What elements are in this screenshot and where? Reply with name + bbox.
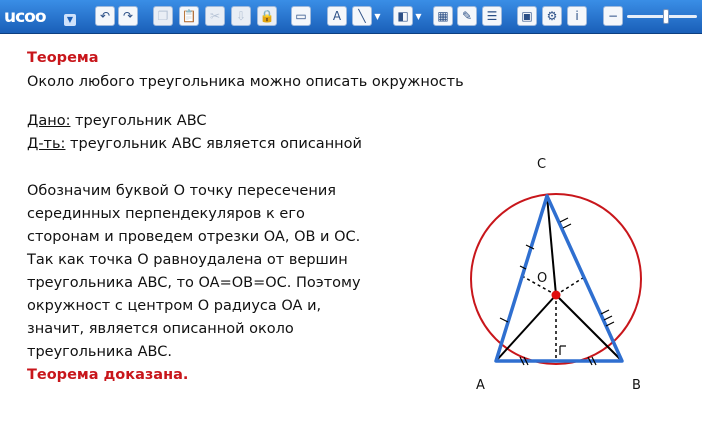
line-icon: ╲	[358, 9, 366, 23]
text-icon: A	[332, 9, 342, 23]
pencil-button[interactable]	[457, 6, 477, 26]
line-tool-button[interactable]	[352, 6, 372, 26]
export-button[interactable]	[231, 6, 251, 26]
undo-button[interactable]	[95, 6, 115, 26]
screen-icon: ▭	[295, 9, 307, 23]
given-text: треугольник ABC	[70, 113, 207, 129]
given-label: Дано:	[27, 113, 71, 129]
info-button[interactable]	[567, 6, 587, 26]
cut-button[interactable]	[205, 6, 225, 26]
proof-line: Обозначим буквой O точку пересечения	[27, 183, 336, 199]
shape-icon: ◧	[397, 9, 409, 23]
shape-tool-button[interactable]	[393, 6, 413, 26]
given-line	[27, 113, 207, 129]
proof-line: Так как точка O равноудалена от вершин	[27, 252, 348, 268]
grid-icon: ▦	[437, 9, 449, 23]
prove-label: Д-ть:	[27, 136, 66, 152]
prove-text: треугольник ABC является описанной	[65, 136, 362, 152]
triangle-figure	[470, 150, 670, 400]
palette-icon: ▣	[521, 9, 533, 23]
line-tool-chevron-icon[interactable]: ▼	[374, 12, 381, 21]
export-icon: ⇩	[235, 9, 247, 23]
tools-icon: ⚙	[546, 9, 558, 23]
proof-line: треугольника ABC, то OA=OB=OC. Поэтому	[27, 275, 361, 291]
proof-line: значит, является описанной около	[27, 321, 294, 337]
palette-button[interactable]	[517, 6, 537, 26]
screen-button[interactable]	[291, 6, 311, 26]
vertex-label-c: C	[537, 157, 547, 172]
zoom-out-icon: −	[607, 9, 619, 23]
center-point-o	[552, 291, 561, 300]
vertex-label-b: B	[632, 378, 641, 393]
lock-button[interactable]	[257, 6, 277, 26]
tools-button[interactable]	[542, 6, 562, 26]
notes-icon: ☰	[486, 9, 498, 23]
theorem-heading: Теорема	[27, 50, 99, 66]
pencil-icon: ✎	[461, 9, 473, 23]
notes-button[interactable]	[482, 6, 502, 26]
grid-button[interactable]	[433, 6, 453, 26]
info-icon: i	[575, 9, 579, 23]
toolbar	[0, 0, 702, 34]
cut-icon: ✂	[209, 9, 221, 23]
paste-icon: 📋	[181, 9, 197, 23]
proof-line: треугольника ABC.	[27, 344, 172, 360]
text-tool-button[interactable]	[327, 6, 347, 26]
shape-tool-chevron-icon[interactable]: ▼	[415, 12, 422, 21]
theorem-statement: Около любого треугольника можно описать окружность	[27, 74, 464, 90]
zoom-slider-track[interactable]	[627, 15, 697, 18]
app-logo: ucoo	[4, 7, 46, 27]
paste-button[interactable]	[179, 6, 199, 26]
copy-icon: ❐	[157, 9, 169, 23]
redo-icon: ↷	[122, 9, 134, 23]
segment-ob	[556, 295, 622, 361]
proof-line: серединных перпендекуляров к его	[27, 206, 305, 222]
prove-line	[27, 136, 362, 152]
proof-end: Теорема доказана.	[27, 367, 189, 383]
logo-menu-chevron-icon[interactable]: ▼	[64, 14, 76, 26]
vertex-label-a: A	[476, 378, 485, 393]
undo-icon: ↶	[99, 9, 111, 23]
proof-line: окружност с центром O радиуса OA и,	[27, 298, 322, 314]
zoom-out-button[interactable]	[603, 6, 623, 26]
zoom-slider-handle[interactable]	[663, 9, 669, 24]
copy-button[interactable]	[153, 6, 173, 26]
perpendicular-bc	[556, 276, 586, 295]
triangle-abc	[496, 196, 622, 361]
proof-line: сторонам и проведем отрезки OA, OB и OC.	[27, 229, 361, 245]
center-label-o: O	[537, 271, 548, 286]
lock-icon: 🔒	[259, 9, 275, 23]
redo-button[interactable]	[118, 6, 138, 26]
